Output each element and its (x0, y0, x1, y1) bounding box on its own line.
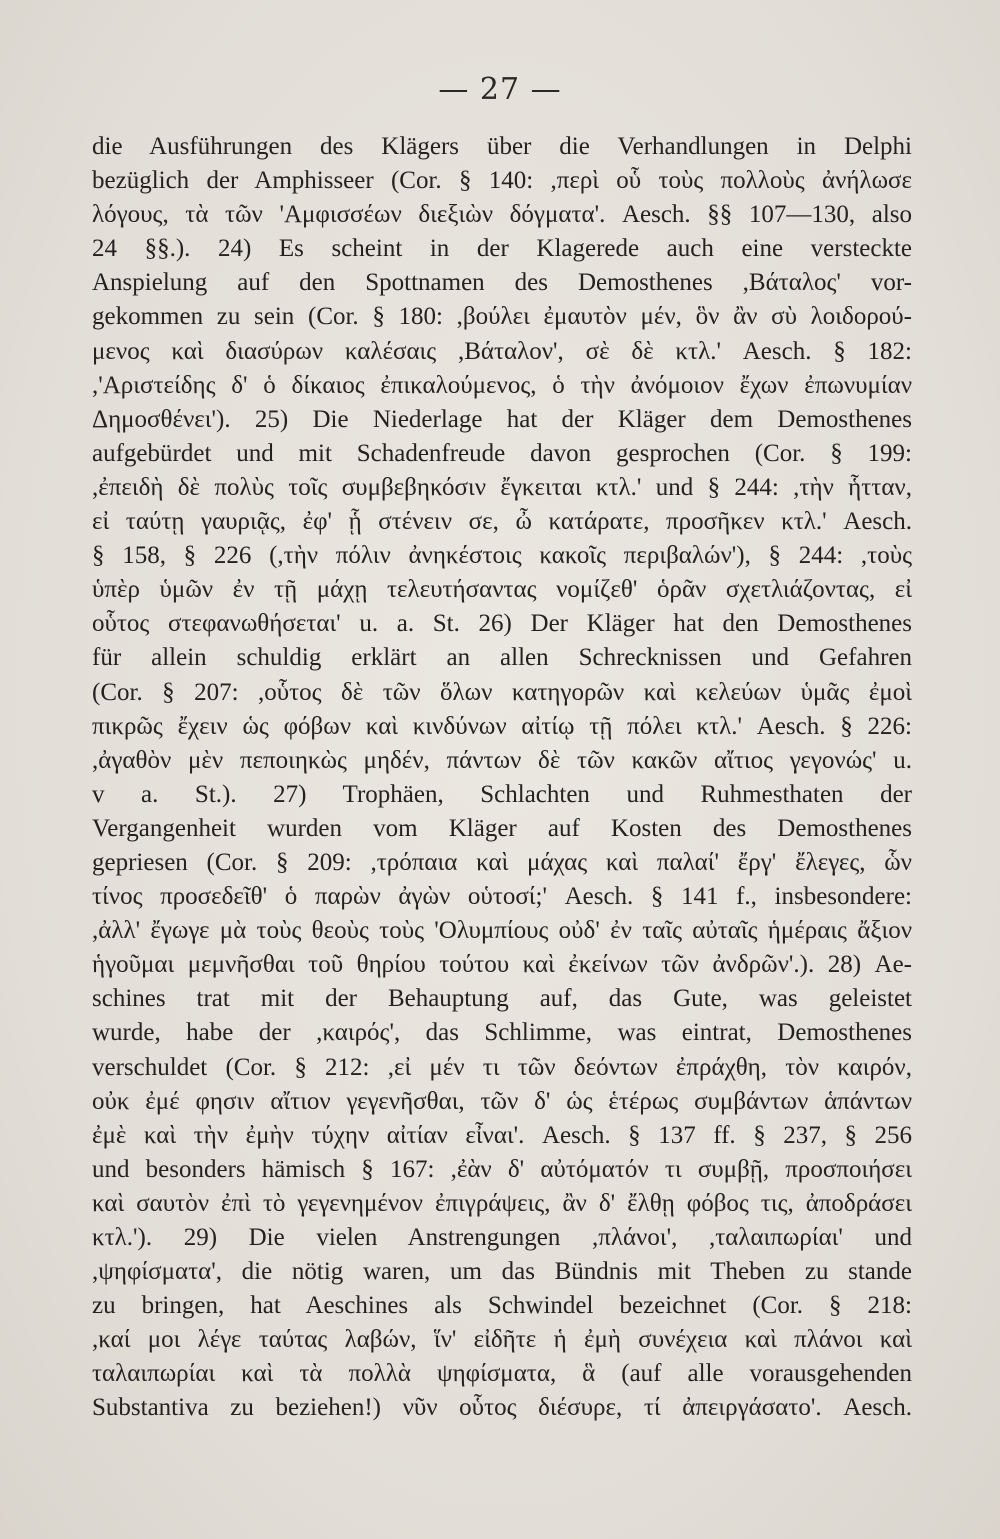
text-line: ἐμὲ καὶ τὴν ἐμὴν τύχην αἰτίαν εἶναι'. Aesch. § 137 ff. § 237, § 256 (92, 1121, 912, 1149)
text-line: πικρῶς ἔχειν ὡς φόβων καὶ κινδύνων αἰτίῳ τῇ πόλει κτλ.' Aesch. § 226: (92, 712, 912, 740)
text-line: gekommen zu sein (Cor. § 180: ,βούλει ἐμαυτὸν μέν, ὃν ἂν σὺ λοιδορού- (92, 303, 912, 331)
text-line: μενος καὶ διασύρων καλέσαις ,Βάταλον', σὲ δὲ κτλ.' Aesch. § 182: (92, 337, 912, 365)
text-line: und besonders hämisch § 167: ,ἐὰν δ' αὐτόματόν τι συμβῇ, προσποιήσει (92, 1155, 912, 1183)
text-line: καὶ σαυτὸν ἐπὶ τὸ γεγενημένον ἐπιγράψεις, ἂν δ' ἔλθῃ φόβος τις, ἀποδράσει (92, 1189, 912, 1217)
body-text (92, 130, 912, 1426)
text-line: Δημοσθένει'). 25) Die Niederlage hat der Kläger dem Demosthenes (92, 405, 912, 433)
text-line: bezüglich der Amphisseer (Cor. § 140: ,περὶ οὗ τοὺς πολλοὺς ἀνήλωσε (92, 167, 912, 195)
text-line: ,ψηφίσματα', die nötig waren, um das Bündnis mit Theben zu stande (92, 1258, 912, 1286)
text-line: ,ἀλλ' ἔγωγε μὰ τοὺς θεοὺς τοὺς 'Ολυμπίους οὐδ' ἐν ταῖς αὐταῖς ἡμέραις ἄξιον (92, 917, 912, 945)
text-line: verschuldet (Cor. § 212: ,εἰ μέν τι τῶν δεόντων ἐπράχθη, τὸν καιρόν, (92, 1053, 912, 1081)
text-line: ,καί μοι λέγε ταύτας λαβών, ἵν' εἰδῆτε ἡ ἐμὴ συνέχεια καὶ πλάνοι καὶ (92, 1326, 912, 1354)
text-line: § 158, § 226 (,τὴν πόλιν ἀνηκέστοις κακοῖς περιβαλών'), § 244: ,τοὺς (92, 542, 912, 570)
text-line: Substantiva zu beziehen!) νῦν οὗτος διέσυρε, τί ἀπειργάσατο'. Aesch. (92, 1394, 912, 1422)
text-line: die Ausführungen des Klägers über die Verhandlungen in Delphi (92, 133, 912, 160)
text-line: 24 §§.). 24) Es scheint in der Klagerede auch eine versteckte (92, 235, 912, 263)
text-line: (Cor. § 207: ,οὗτος δὲ τῶν ὅλων κατηγορῶν καὶ κελεύων ὑμᾶς ἐμοὶ (92, 678, 912, 706)
text-line: Anspielung auf den Spottnamen des Demosthenes ,Βάταλος' vor- (92, 269, 912, 297)
text-line: gepriesen (Cor. § 209: ,τρόπαια καὶ μάχας καὶ παλαί' ἔργ' ἔλεγες, ὧν (92, 848, 912, 876)
text-line: zu bringen, hat Aeschines als Schwindel bezeichnet (Cor. § 218: (92, 1292, 912, 1320)
text-line: εἰ ταύτῃ γαυριᾷς, ἐφ' ᾗ στένειν σε, ὦ κατάρατε, προσῆκεν κτλ.' Aesch. (92, 508, 912, 536)
text-line: ,ἐπειδὴ δὲ πολὺς τοῖς συμβεβηκόσιν ἔγκειται κτλ.' und § 244: ,τὴν ἧτταν, (92, 473, 912, 501)
text-line: ταλαιπωρίαι καὶ τὰ πολλὰ ψηφίσματα, ἃ (auf alle vorausgehenden (92, 1360, 912, 1388)
text-line: wurde, habe der ,καιρός', das Schlimme, was eintrat, Demosthenes (92, 1019, 912, 1047)
text-line: schines trat mit der Behauptung auf, das Gute, was geleistet (92, 985, 912, 1013)
text-line: ,ἀγαθὸν μὲν πεποιηκὼς μηδέν, πάντων δὲ τῶν κακῶν αἴτιος γεγονώς' u. (92, 746, 912, 774)
text-line: ,'Αριστείδης δ' ὁ δίκαιος ἐπικαλούμενος, ὁ τὴν ἀνόμοιον ἔχων ἐπωνυμίαν (92, 371, 912, 399)
text-line: κτλ.'). 29) Die vielen Anstrengungen ,πλάνοι', ,ταλαιπωρίαι' und (92, 1224, 912, 1251)
text-line: ὑπὲρ ὑμῶν ἐν τῇ μάχῃ τελευτήσαντας νομίζεθ' ὁρᾶν σχετλιάζοντας, εἰ (92, 576, 912, 604)
text-line: οὐκ ἐμέ φησιν αἴτιον γεγενῆσθαι, τῶν δ' ὡς ἑτέρως συμβάντων ἁπάντων (92, 1087, 912, 1115)
text-line: οὗτος στεφανωθήσεται' u. a. St. 26) Der Kläger hat den Demosthenes (92, 610, 912, 638)
text-line: τίνος προσεδεῖθ' ὁ παρὼν ἀγὼν οὑτοσί;' Aesch. § 141 f., insbesondere: (92, 883, 912, 911)
text-line: aufgebürdet und mit Schadenfreude davon gesprochen (Cor. § 199: (92, 439, 912, 467)
text-line: λόγους, τὰ τῶν 'Αμφισσέων διεξιὼν δόγματα'. Aesch. §§ 107—130, also (92, 201, 912, 229)
page-number: — 27 — (438, 72, 562, 107)
text-line: Vergangenheit wurden vom Kläger auf Kosten des Demosthenes (92, 814, 912, 842)
text-line: v a. St.). 27) Trophäen, Schlachten und Ruhmesthaten der (92, 780, 912, 808)
text-line: für allein schuldig erklärt an allen Schrecknissen und Gefahren (92, 644, 912, 672)
text-line: ἡγοῦμαι μεμνῆσθαι τοῦ θηρίου τούτου καὶ ἐκείνων τῶν ἀνδρῶν'.). 28) Ae- (92, 951, 912, 979)
